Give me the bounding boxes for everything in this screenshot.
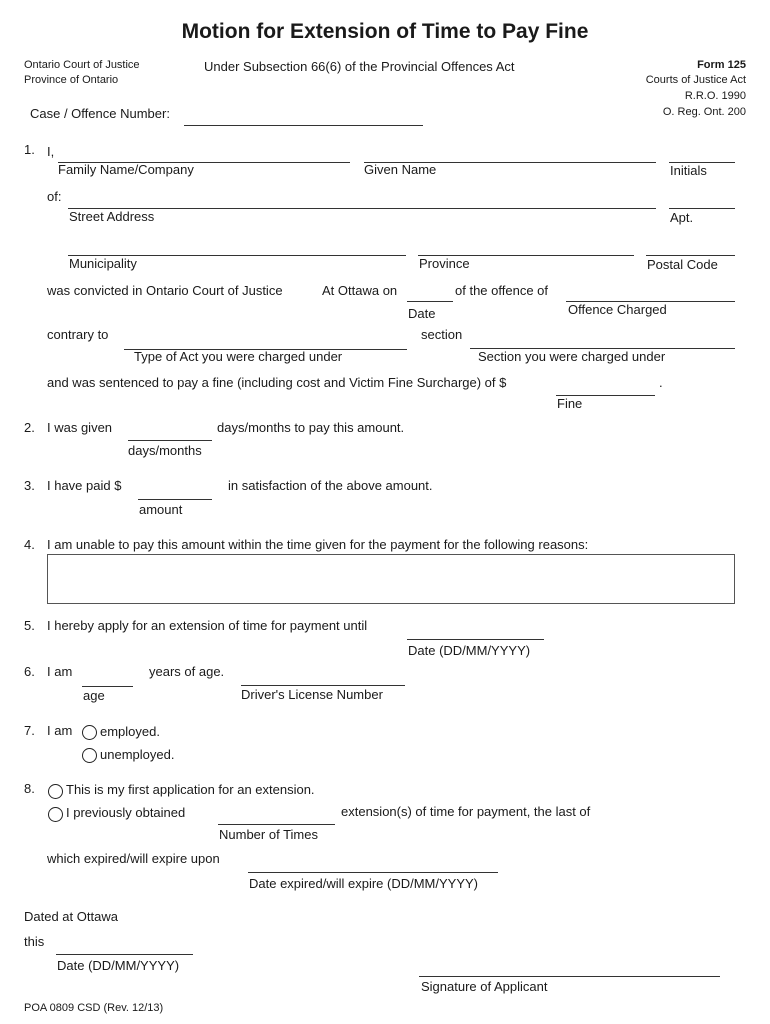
- apt-field[interactable]: [669, 208, 735, 209]
- postal-code-label: Postal Code: [647, 257, 718, 272]
- reasons-text: I am unable to pay this amount within the time given for the payment for the following reasons:: [47, 537, 589, 552]
- sentenced-text: and was sentenced to pay a fine (including cost and Victim Fine Surcharge) of $: [47, 375, 507, 390]
- date-expired-field[interactable]: [248, 872, 498, 873]
- street-address-label: Street Address: [69, 209, 155, 224]
- postal-code-field[interactable]: [646, 255, 735, 256]
- satisfaction-text: in satisfaction of the above amount.: [228, 478, 433, 493]
- item-6-number: 6.: [24, 664, 35, 679]
- this-text: this: [24, 934, 45, 949]
- days-months-label: days/months: [128, 443, 202, 458]
- age-label: age: [83, 688, 105, 703]
- previously-obtained-label: I previously obtained: [66, 805, 186, 820]
- number-of-times-label: Number of Times: [219, 827, 318, 842]
- apt-label: Apt.: [670, 210, 694, 225]
- street-address-field[interactable]: [68, 208, 656, 209]
- drivers-license-label: Driver's License Number: [241, 687, 383, 702]
- days-months-text: days/months to pay this amount.: [217, 420, 405, 435]
- convicted-text: was convicted in Ontario Court of Justice: [47, 283, 283, 298]
- employed-label: employed.: [100, 724, 160, 739]
- first-application-radio[interactable]: [48, 784, 63, 799]
- act-name: Courts of Justice Act: [645, 74, 746, 86]
- section-charged-label: Section you were charged under: [478, 349, 666, 364]
- item-2-number: 2.: [24, 420, 35, 435]
- item-1-number: 1.: [24, 142, 35, 157]
- at-ottawa-text: At Ottawa on: [322, 283, 398, 298]
- apply-extension-text: I hereby apply for an extension of time for payment until: [47, 618, 368, 633]
- municipality-label: Municipality: [69, 256, 137, 271]
- item-8-number: 8.: [24, 781, 35, 796]
- rro-ref: R.R.O. 1990: [684, 90, 746, 102]
- employed-radio[interactable]: [82, 725, 97, 740]
- type-of-act-label: Type of Act you were charged under: [134, 349, 343, 364]
- signing-date-label: Date (DD/MM/YYYY): [57, 958, 180, 973]
- conviction-date-label: Date: [408, 306, 436, 321]
- conviction-date-field[interactable]: [407, 301, 453, 302]
- case-number-label: Case / Offence Number:: [30, 106, 170, 121]
- paid-text: I have paid $: [47, 478, 122, 493]
- item-3-number: 3.: [24, 478, 35, 493]
- years-of-age-text: years of age.: [149, 664, 225, 679]
- unemployed-label: unemployed.: [100, 747, 175, 762]
- province-label: Province: [419, 256, 470, 271]
- form-title: Motion for Extension of Time to Pay Fine: [181, 20, 589, 43]
- given-name-label: Given Name: [364, 162, 437, 177]
- number-of-times-field[interactable]: [218, 824, 335, 825]
- family-name-label: Family Name/Company: [58, 162, 194, 177]
- reg-ref: O. Reg. Ont. 200: [662, 106, 746, 118]
- of-offence-text: of the offence of: [455, 283, 548, 298]
- reasons-textarea[interactable]: [47, 554, 735, 604]
- extension-date-label: Date (DD/MM/YYYY): [408, 643, 531, 658]
- form-subtitle: Under Subsection 66(6) of the Provincial Offences Act: [204, 59, 515, 74]
- province-name: Province of Ontario: [24, 74, 119, 86]
- first-application-label: This is my first application for an extension.: [66, 782, 315, 797]
- signature-field[interactable]: [419, 976, 720, 977]
- signing-date-field[interactable]: [56, 954, 193, 955]
- sentence-period: .: [659, 375, 663, 390]
- offence-charged-label: Offence Charged: [568, 302, 667, 317]
- drivers-license-field[interactable]: [241, 685, 405, 686]
- extensions-text: extension(s) of time for payment, the last of: [341, 804, 591, 819]
- i-am-age-text: I am: [47, 664, 73, 679]
- given-text: I was given: [47, 420, 113, 435]
- contrary-text: contrary to: [47, 327, 109, 342]
- dated-at-text: Dated at Ottawa: [24, 909, 118, 924]
- section-text: section: [421, 327, 463, 342]
- item-5-number: 5.: [24, 618, 35, 633]
- unemployed-radio[interactable]: [82, 748, 97, 763]
- item-4-number: 4.: [24, 537, 35, 552]
- date-expired-label: Date expired/will expire (DD/MM/YYYY): [249, 876, 479, 891]
- form-code: POA 0809 CSD (Rev. 12/13): [24, 1002, 164, 1014]
- extension-date-field[interactable]: [407, 639, 544, 640]
- form-number: Form 125: [697, 59, 746, 71]
- expired-text: which expired/will expire upon: [47, 851, 220, 866]
- item-7-number: 7.: [24, 723, 35, 738]
- case-number-field[interactable]: [184, 125, 423, 126]
- initials-label: Initials: [670, 163, 707, 178]
- days-months-field[interactable]: [128, 440, 212, 441]
- amount-paid-field[interactable]: [138, 499, 212, 500]
- i-am-employment-text: I am: [47, 723, 73, 738]
- item-1-i: I,: [47, 144, 55, 159]
- court-name: Ontario Court of Justice: [24, 59, 140, 71]
- age-field[interactable]: [82, 686, 133, 687]
- fine-label: Fine: [557, 396, 583, 411]
- amount-label: amount: [139, 502, 183, 517]
- signature-label: Signature of Applicant: [421, 979, 548, 994]
- of-label: of:: [47, 189, 62, 204]
- previously-obtained-radio[interactable]: [48, 807, 63, 822]
